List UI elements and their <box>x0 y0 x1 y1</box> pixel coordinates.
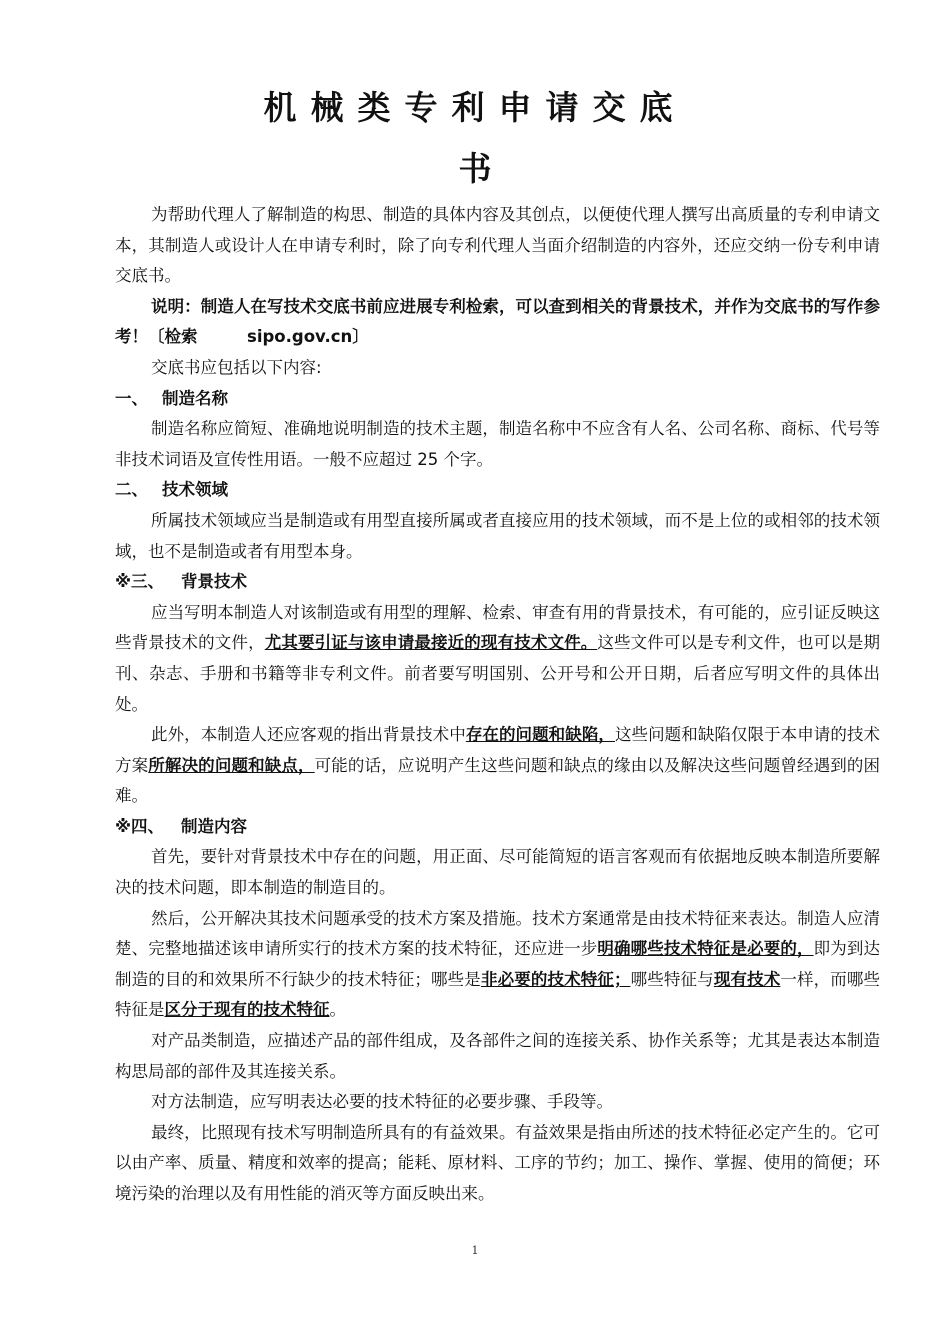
emphasis: 区分于现有的技术特征 <box>164 1000 330 1020</box>
section-heading-4 <box>115 812 880 843</box>
section-4-paragraph-5: 最终，比照现有技术写明制造所具有的有益效果。有益效果是指由所述的技术特征必定产生的。它可以由产率、质量、精度和效率的提高；能耗、原材料、工序的节约；加工、操作、掌握、使用的简便；环境污染的治理以及有用性能的消灭等方面反映出来。 <box>115 1122 880 1203</box>
emphasis: 现有技术 <box>713 969 781 989</box>
search-site: sipo.gov.cn <box>247 327 353 347</box>
emphasis: 非必要的技术特征； <box>480 969 631 989</box>
section-4-paragraph-1: 首先，要针对背景技术中存在的问题，用正面、尽可能简短的语言客观而有依据地反映本制造所要解决的技术问题，即本制造的制造目的。 <box>115 847 880 898</box>
section-2-paragraph: 所属技术领域应当是制造或有用型直接所属或者直接应用的技术领域，而不是上位的或相邻的技术领域，也不是制造或者有用型本身。 <box>115 510 880 561</box>
text: 。 <box>329 1000 346 1020</box>
section-number: ※四、 <box>115 816 165 836</box>
section-heading-1 <box>115 384 880 415</box>
section-3-paragraph-2 <box>115 720 880 812</box>
text: 即为到达制造的目的和效果所不行缺少的技术特征；哪些是 <box>115 939 881 989</box>
section-heading-3 <box>115 567 880 598</box>
section-number: ※三、 <box>115 572 165 592</box>
section-1-paragraph: 制造名称应简短、准确地说明制造的技术主题，制造名称中不应含有人名、公司名称、商标、代号等非技术词语及宣传性用语。一般不应超过 25 个字。 <box>115 419 880 469</box>
note-paragraph <box>115 292 880 353</box>
section-title: 制造名称 <box>162 388 228 408</box>
note-text: 说明：制造人在写技术交底书前应进展专利检索，可以查到相关的背景技术，并作为交底书的写作参考！〔检索 <box>115 296 880 347</box>
section-heading-2 <box>115 475 880 506</box>
emphasis: 明确哪些技术特征是必要的， <box>597 939 814 959</box>
text: 然后，公开解决其技术问题承受的技术方案及措施。技术方案通常是由技术特征来表达。制造人应清楚、完整地描述该申请所实行的技术方案的技术特征，还应进一步 <box>115 908 880 959</box>
text: 哪些特征与 <box>630 969 714 989</box>
section-3-paragraph-1 <box>115 598 880 720</box>
document-body <box>115 200 880 1210</box>
title-line-2: 书 <box>458 149 492 188</box>
text: 这些问题和缺陷仅限于本申请的技术方案 <box>115 725 881 775</box>
section-title: 制造内容 <box>181 816 247 836</box>
contents-intro: 交底书应包括以下内容: <box>151 357 322 377</box>
section-number: 一、 <box>115 388 148 408</box>
text: 这些文件可以是专利文件，也可以是期刊、杂志、手册和书籍等非专利文件。前者要写明国别、公开号和公开日期，后者应写明文件的具体出处。 <box>115 633 881 714</box>
section-number: 二、 <box>115 480 148 500</box>
emphasis: 尤其要引证与该申请最接近的现有技术文件。 <box>264 633 598 653</box>
emphasis: 所解决的问题和缺点， <box>148 755 315 775</box>
intro-paragraph: 为帮助代理人了解制造的构思、制造的具体内容及其创点，以便使代理人撰写出高质量的专利申请文本，其制造人或设计人在申请专利时，除了向专利代理人当面介绍制造的内容外，还应交纳一份专利申请交底书。 <box>115 205 880 286</box>
section-4-paragraph-3: 对产品类制造，应描述产品的部件组成，及各部件之间的连接关系、协作关系等；尤其是表达本制造构思局部的部件及其连接关系。 <box>115 1031 880 1081</box>
section-title: 背景技术 <box>181 572 247 592</box>
section-title: 技术领域 <box>162 480 228 500</box>
text: 应当写明本制造人对该制造或有用型的理解、检索、审查有用的背景技术，有可能的，应引证反映这些背景技术的文件， <box>115 602 880 653</box>
section-4-paragraph-2 <box>115 904 880 1026</box>
text: 此外，本制造人还应客观的指出背景技术中 <box>151 725 466 745</box>
note-close: 〕 <box>352 327 369 347</box>
emphasis: 存在的问题和缺陷， <box>465 725 615 745</box>
section-4-paragraph-4: 对方法制造，应写明表达必要的技术特征的必要步骤、手段等。 <box>151 1092 613 1112</box>
text: 一样，而哪些特征是 <box>115 969 881 1020</box>
text: 可能的话，应说明产生这些问题和缺点的缘由以及解决这些问题曾经遇到的困难。 <box>115 755 881 806</box>
title-line-1: 机械类专利申请交底 <box>263 88 687 127</box>
page-number: 1 <box>471 1244 479 1257</box>
